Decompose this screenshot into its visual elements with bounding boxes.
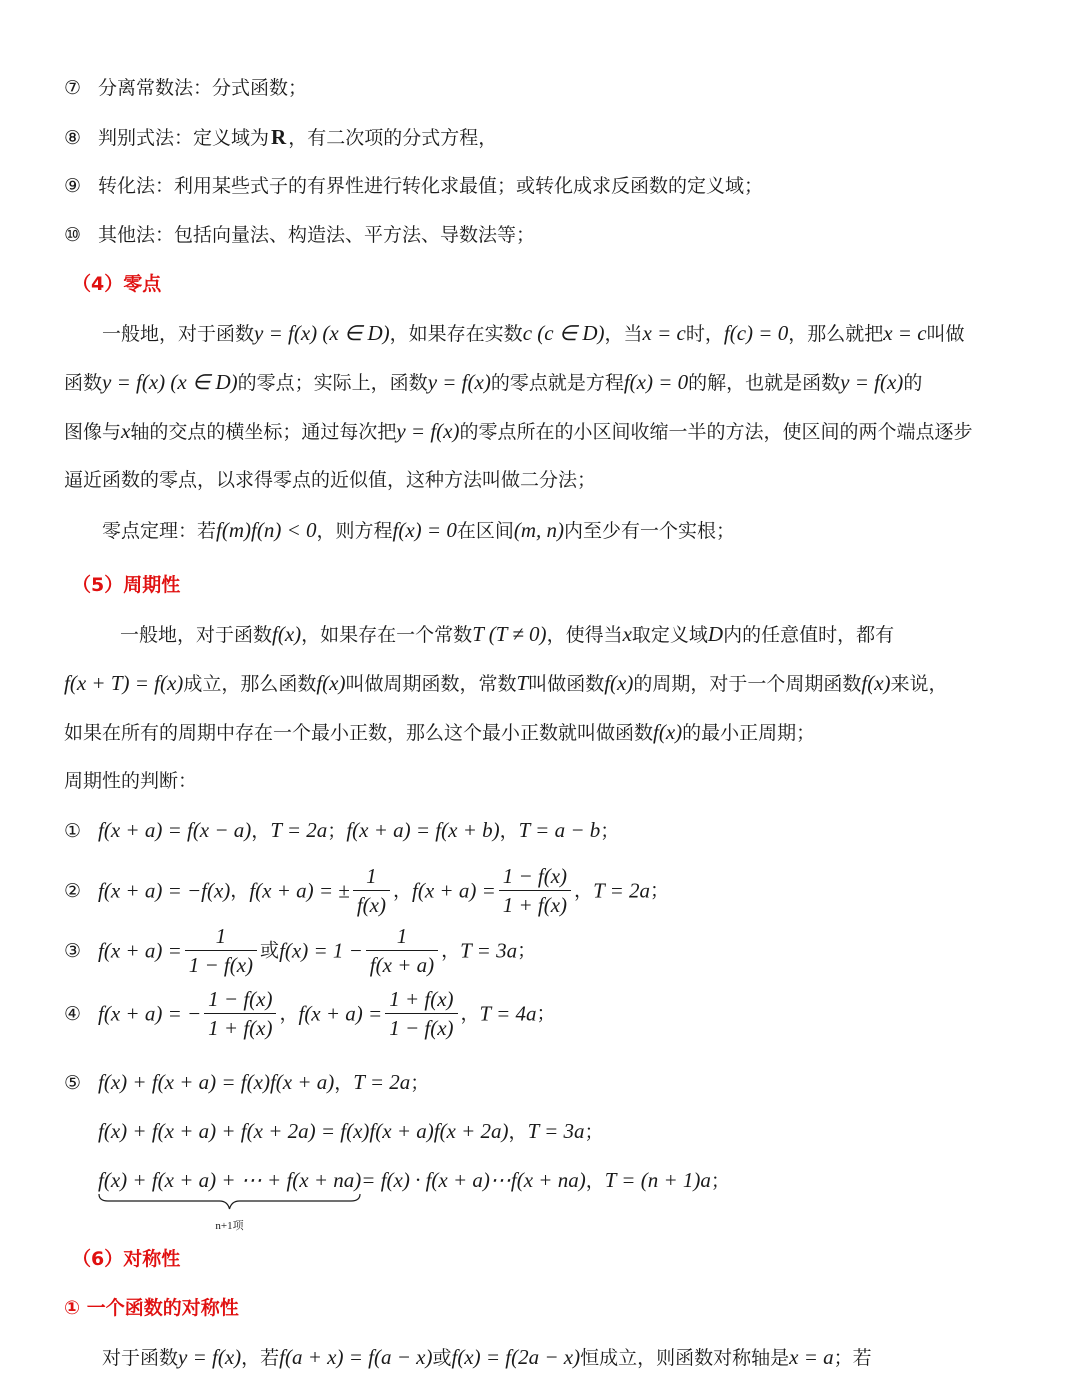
text: ，	[585, 1170, 605, 1192]
method-text: 转化法：利用某些式子的有界性进行转化求最值；或转化成求反函数的定义域；	[98, 175, 764, 197]
fraction	[385, 985, 457, 1042]
marker: ⑦	[64, 77, 82, 99]
marker: ⑨	[64, 175, 82, 197]
marker: ⑩	[64, 224, 82, 246]
math: T (T ≠ 0)	[472, 622, 547, 646]
fraction	[353, 862, 390, 919]
denominator: 1 − f(x)	[389, 1016, 454, 1040]
fraction	[366, 922, 438, 979]
math: f(x)	[861, 671, 891, 695]
math: T	[516, 671, 529, 695]
math: y = f(x) (x ∈ D)	[254, 321, 390, 345]
text: 的零点就是方程	[490, 372, 624, 394]
text: ，若	[241, 1347, 280, 1369]
denominator: 1 + f(x)	[502, 893, 568, 917]
text: 轴的交点的横坐标；通过每次把	[130, 421, 397, 443]
method-10	[64, 221, 535, 249]
period-paragraph-line-2	[64, 669, 948, 698]
math: y = f(x) (x ∈ D)	[102, 370, 238, 394]
math: (m, n)	[513, 518, 564, 542]
text: ；	[650, 879, 670, 902]
numerator: 1	[185, 922, 257, 951]
underbrace-group	[98, 1166, 362, 1232]
text: ；	[600, 820, 620, 842]
fraction	[204, 985, 276, 1042]
text: ，	[441, 939, 461, 962]
text: 叫做函数	[528, 673, 605, 695]
math: T = 2a	[593, 878, 651, 903]
math: f(x + a) = −	[98, 1001, 202, 1026]
fraction	[499, 862, 571, 919]
math: D	[707, 622, 724, 646]
text: 的零点；实际上，函数	[237, 372, 428, 394]
math: T = 3a	[527, 1119, 585, 1143]
method-text: 判别式法：定义域为	[98, 127, 270, 149]
text: 的解，也就是函数	[688, 372, 841, 394]
text: 的最小正周期；	[682, 722, 816, 744]
text: 一般地，对于函数	[120, 624, 273, 646]
section-4-title: （4）零点	[72, 273, 162, 295]
zero-paragraph-line-2	[64, 368, 922, 397]
math: f(x + a) = −f(x)	[98, 878, 231, 903]
math: f(x)	[272, 622, 302, 646]
math: f(x + a) = f(x − a)	[98, 818, 252, 842]
text: 成立，那么函数	[183, 673, 317, 695]
math: y = f(x)	[396, 419, 460, 443]
math: x = c	[883, 321, 927, 345]
math: f(x + T) = f(x)	[64, 671, 184, 695]
text: 的周期，对于一个周期函数	[633, 673, 862, 695]
text: ；	[584, 1121, 604, 1143]
text: ，那么就把	[788, 323, 884, 345]
math: c (c ∈ D)	[522, 321, 605, 345]
text: ；	[410, 1072, 430, 1094]
text: ；	[517, 939, 537, 962]
brace-label: n+1项	[215, 1220, 244, 1232]
period-paragraph-line-3	[64, 718, 815, 747]
math: f(x + a) =	[98, 938, 182, 963]
math: T = (n + 1)a	[604, 1168, 711, 1192]
text: ，	[508, 1121, 528, 1143]
numerator: 1 − f(x)	[204, 985, 276, 1014]
period-rule-5c	[98, 1166, 730, 1232]
math: x	[121, 419, 131, 443]
numerator: 1	[366, 922, 438, 951]
text: ，如果存在实数	[389, 323, 523, 345]
denominator: 1 − f(x)	[188, 953, 254, 977]
method-text: 其他法：包括向量法、构造法、平方法、导数法等；	[98, 224, 536, 246]
math: f(a + x) = f(a − x)	[279, 1345, 433, 1369]
math: T = 2a	[270, 818, 328, 842]
period-rule-5	[64, 1068, 429, 1097]
math: f(x) + f(x + a) + f(x + 2a) = f(x)f(x + a)f(x + 2a)	[98, 1119, 509, 1143]
text: ；	[536, 1002, 556, 1025]
method-text: 分离常数法：分式函数；	[98, 77, 308, 99]
section-6-subtitle: ① 一个函数的对称性	[64, 1297, 239, 1319]
math: x	[622, 622, 632, 646]
math: f(x)	[653, 720, 683, 744]
text: ，	[230, 879, 250, 902]
math: y = f(x)	[427, 370, 491, 394]
text: 取定义域	[631, 624, 708, 646]
marker: ③	[64, 939, 82, 962]
text: ，	[334, 1072, 354, 1094]
text: ，	[499, 820, 519, 842]
text: 一般地，对于函数	[102, 323, 255, 345]
text: 时，	[685, 323, 724, 345]
math: f(x) = 0	[392, 518, 457, 542]
period-paragraph-line-1	[120, 620, 894, 649]
text: ，如果存在一个常数	[301, 624, 473, 646]
math: f(c) = 0	[723, 321, 789, 345]
math: f(x) = f(2a − x)	[451, 1345, 581, 1369]
math: y = f(x)	[178, 1345, 242, 1369]
math: f(x) = 1 −	[279, 938, 363, 963]
math: f(x) = 0	[623, 370, 689, 394]
method-text: ，有二次项的分式方程，	[288, 127, 498, 149]
period-rule-3	[64, 922, 536, 979]
text: 来说，	[890, 673, 948, 695]
text: ，	[392, 879, 412, 902]
period-rule-1	[64, 816, 619, 845]
period-rule-4	[64, 985, 556, 1042]
symmetry-paragraph	[102, 1343, 872, 1372]
period-judge-title: 周期性的判断：	[64, 770, 198, 792]
text: ；	[327, 820, 347, 842]
text: 零点定理：若	[102, 520, 217, 542]
math: f(x + a) =	[298, 1001, 383, 1026]
text: 的零点所在的小区间收缩一半的方法，使区间的两个端点逐步	[459, 421, 973, 443]
text: ，当	[604, 323, 643, 345]
text: ，	[251, 820, 271, 842]
numerator: 1 + f(x)	[385, 985, 457, 1014]
math: T = 3a	[460, 938, 518, 963]
method-7	[64, 74, 307, 102]
denominator: 1 + f(x)	[208, 1016, 273, 1040]
text: 内的任意值时，都有	[723, 624, 895, 646]
period-rule-2	[64, 862, 669, 919]
text: ，	[460, 1002, 480, 1025]
numerator: 1	[353, 862, 390, 891]
text: ，	[574, 879, 594, 902]
math: T = 4a	[479, 1001, 537, 1026]
math: f(x) + f(x + a) + ⋯ + f(x + na)	[98, 1168, 362, 1192]
math: f(x)	[316, 671, 346, 695]
zero-paragraph-line-1	[102, 319, 965, 348]
method-9	[64, 172, 763, 200]
method-8	[64, 123, 497, 152]
text: 的	[903, 372, 923, 394]
zero-paragraph-line-3	[64, 417, 973, 446]
zero-paragraph-line-4: 逼近函数的零点，以求得零点的近似值，这种方法叫做二分法；	[64, 469, 597, 491]
math: x = c	[642, 321, 686, 345]
section-5-title: （5）周期性	[72, 574, 181, 596]
math: T = 2a	[353, 1070, 411, 1094]
math: f(x) + f(x + a) = f(x)f(x + a)	[98, 1070, 335, 1094]
text: 对于函数	[102, 1347, 179, 1369]
text: 或	[432, 1347, 452, 1369]
text: 在区间	[456, 520, 514, 542]
numerator: 1 − f(x)	[499, 862, 571, 891]
math: f(x)	[604, 671, 634, 695]
text: 内至少有一个实根；	[564, 520, 736, 542]
text: 如果在所有的周期中存在一个最小正数，那么这个最小正数就叫做函数	[64, 722, 654, 744]
text: 叫做周期函数，常数	[345, 673, 517, 695]
math: f(m)f(n) < 0	[216, 518, 317, 542]
fraction	[185, 922, 257, 979]
period-rule-5b	[98, 1117, 604, 1146]
section-6-title: （6）对称性	[72, 1248, 181, 1270]
marker: ④	[64, 1002, 82, 1025]
text: 函数	[64, 372, 103, 394]
math: y = f(x)	[840, 370, 904, 394]
denominator: f(x)	[356, 893, 386, 917]
text: 叫做	[926, 323, 965, 345]
text: 图像与	[64, 421, 122, 443]
marker: ⑧	[64, 127, 82, 149]
math: x = a	[789, 1345, 834, 1369]
marker: ②	[64, 879, 82, 902]
underbrace	[98, 1193, 361, 1211]
text: 恒成立，则函数对称轴是	[580, 1347, 790, 1369]
math: = f(x) · f(x + a)⋯f(x + na)	[361, 1168, 586, 1192]
text: ，则方程	[316, 520, 393, 542]
text: ，使得当	[546, 624, 623, 646]
math: f(x + a) = ±	[249, 878, 350, 903]
text: ，	[279, 1002, 299, 1025]
marker: ⑤	[64, 1072, 82, 1094]
math: T = a − b	[518, 818, 601, 842]
text: 或	[260, 939, 280, 962]
math: f(x + a) =	[412, 878, 496, 903]
text: ；若	[833, 1347, 872, 1369]
text: ；	[710, 1170, 730, 1192]
zero-theorem	[102, 516, 735, 545]
bold-r: R	[271, 125, 287, 149]
denominator: f(x + a)	[369, 953, 435, 977]
marker: ①	[64, 820, 82, 842]
math: f(x + a) = f(x + b)	[346, 818, 500, 842]
